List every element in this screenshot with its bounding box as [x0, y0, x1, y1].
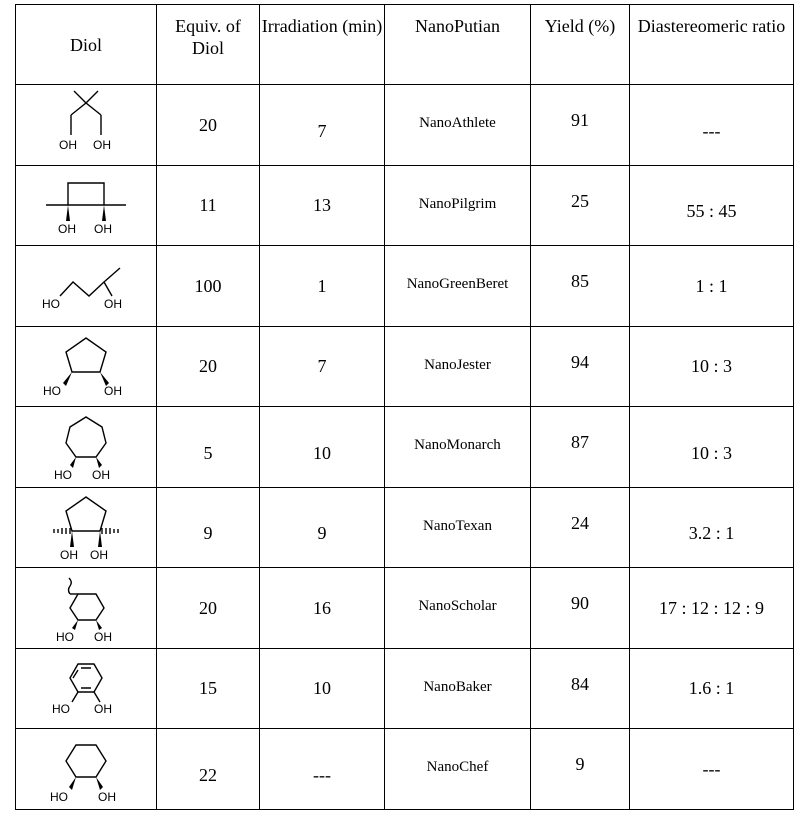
- header-nanoputian: NanoPutian: [385, 5, 531, 85]
- yield-cell: 90: [531, 568, 630, 649]
- ratio-cell: 10 : 3: [630, 326, 794, 407]
- diol-structure-cell: [16, 246, 157, 327]
- irradiation-cell: 16: [260, 568, 385, 649]
- ratio-cell: ---: [630, 85, 794, 166]
- header-irradiation: Irradiation (min): [260, 5, 385, 85]
- irradiation-cell: 9: [260, 487, 385, 568]
- oh-label: OH: [93, 137, 111, 152]
- irradiation-cell: 7: [260, 85, 385, 166]
- oh-label: OH: [92, 467, 110, 482]
- nanoputian-cell: NanoChef: [385, 729, 531, 810]
- oh-label: OH: [94, 629, 112, 644]
- header-equiv: Equiv. of Diol: [157, 5, 260, 85]
- equiv-cell: 100: [157, 246, 260, 327]
- yield-cell: 87: [531, 407, 630, 488]
- ho-label: HO: [42, 296, 60, 311]
- irradiation-cell: ---: [260, 729, 385, 810]
- oh-label: OH: [98, 789, 116, 804]
- oh-label: OH: [94, 222, 112, 237]
- diol-structure-cell: [16, 326, 157, 407]
- ratio-cell: 17 : 12 : 12 : 9: [630, 568, 794, 649]
- butanediol-structure: [26, 248, 146, 324]
- header-diol: Diol: [16, 5, 157, 85]
- equiv-cell: 20: [157, 326, 260, 407]
- diol-structure-cell: [16, 729, 157, 810]
- nanoputian-cell: NanoBaker: [385, 648, 531, 729]
- nanoputian-cell: NanoGreenBeret: [385, 246, 531, 327]
- equiv-cell: 22: [157, 729, 260, 810]
- cyclopentanediol-structure: [26, 328, 146, 404]
- equiv-cell: 20: [157, 568, 260, 649]
- ratio-cell: 55 : 45: [630, 165, 794, 246]
- equiv-cell: 9: [157, 487, 260, 568]
- ratio-cell: ---: [630, 729, 794, 810]
- table-row: [16, 568, 794, 649]
- table-row: [16, 729, 794, 810]
- diol-nanoputian-table: [15, 4, 794, 810]
- table-row: [16, 487, 794, 568]
- diol-structure-cell: [16, 648, 157, 729]
- ho-label: HO: [43, 384, 61, 399]
- nanoputian-cell: NanoPilgrim: [385, 165, 531, 246]
- header-ratio: Diastereomeric ratio: [630, 5, 794, 85]
- table-row: [16, 407, 794, 488]
- oh-label: OH: [94, 702, 112, 717]
- nanoputian-cell: NanoTexan: [385, 487, 531, 568]
- cyclobutanediol-structure: [26, 167, 146, 243]
- diol-structure-cell: [16, 487, 157, 568]
- oh-label: OH: [104, 296, 122, 311]
- ratio-cell: 10 : 3: [630, 407, 794, 488]
- yield-cell: 94: [531, 326, 630, 407]
- table-row: [16, 648, 794, 729]
- equiv-cell: 11: [157, 165, 260, 246]
- equiv-cell: 5: [157, 407, 260, 488]
- oh-label: OH: [104, 384, 122, 399]
- yield-cell: 24: [531, 487, 630, 568]
- oh-label: OH: [60, 548, 78, 563]
- yield-cell: 84: [531, 648, 630, 729]
- table-row: [16, 85, 794, 166]
- ratio-cell: 1.6 : 1: [630, 648, 794, 729]
- oh-label: OH: [58, 222, 76, 237]
- ho-label: HO: [56, 629, 74, 644]
- irradiation-cell: 7: [260, 326, 385, 407]
- table-row: [16, 326, 794, 407]
- equiv-cell: 20: [157, 85, 260, 166]
- methylcyclohexanediol-structure: [26, 570, 146, 646]
- cyclohexanediol-structure: [26, 731, 146, 807]
- diol-structure-cell: [16, 165, 157, 246]
- irradiation-cell: 13: [260, 165, 385, 246]
- ratio-cell: 1 : 1: [630, 246, 794, 327]
- table-row: [16, 165, 794, 246]
- irradiation-cell: 1: [260, 246, 385, 327]
- diol-structure-cell: [16, 407, 157, 488]
- nanoputian-cell: NanoScholar: [385, 568, 531, 649]
- ho-label: HO: [54, 467, 72, 482]
- cycloheptanediol-structure: [26, 409, 146, 485]
- ho-label: HO: [50, 789, 68, 804]
- irradiation-cell: 10: [260, 407, 385, 488]
- oh-label: OH: [90, 548, 108, 563]
- ho-label: HO: [52, 702, 70, 717]
- ratio-cell: 3.2 : 1: [630, 487, 794, 568]
- dimethylcyclopentanediol-structure: [26, 489, 146, 565]
- irradiation-cell: 10: [260, 648, 385, 729]
- nanoputian-cell: NanoAthlete: [385, 85, 531, 166]
- catechol-structure: [26, 650, 146, 726]
- yield-cell: 91: [531, 85, 630, 166]
- yield-cell: 85: [531, 246, 630, 327]
- header-row: [16, 5, 794, 85]
- yield-cell: 25: [531, 165, 630, 246]
- header-yield: Yield (%): [531, 5, 630, 85]
- yield-cell: 9: [531, 729, 630, 810]
- equiv-cell: 15: [157, 648, 260, 729]
- diol-structure-cell: [16, 568, 157, 649]
- nanoputian-cell: NanoMonarch: [385, 407, 531, 488]
- diol-structure-cell: [16, 85, 157, 166]
- nanoputian-cell: NanoJester: [385, 326, 531, 407]
- oh-label: OH: [59, 137, 77, 152]
- table-row: [16, 246, 794, 327]
- neopentyl-glycol-structure: [26, 87, 146, 163]
